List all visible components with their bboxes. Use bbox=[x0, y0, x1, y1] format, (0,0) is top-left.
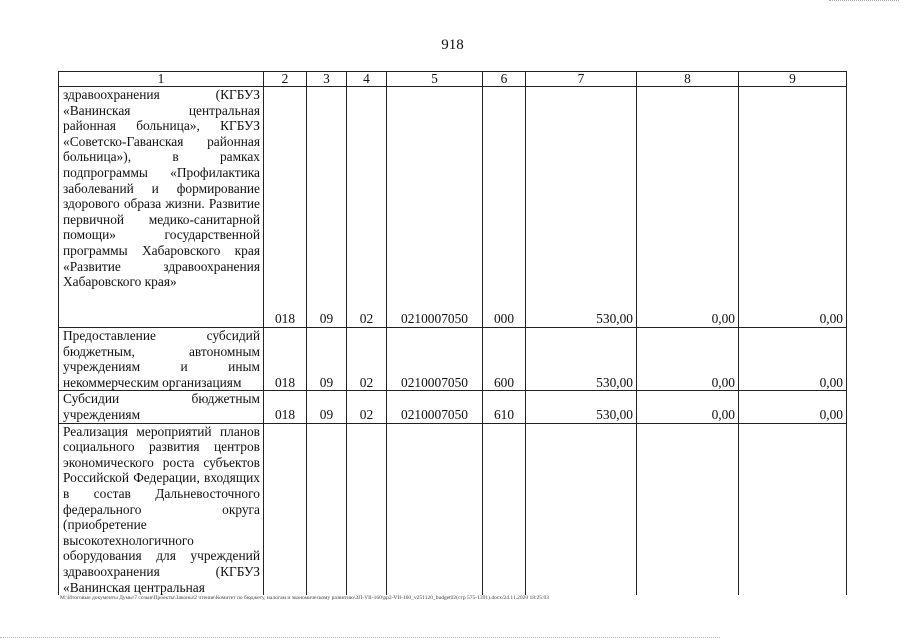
row-description: здравоохранения (КГБУЗ «Ванинская центральная районная больница», КГБУЗ «Советско-Гаванская районная больница»), в рамках подпрограммы «Профилактика заболеваний и формирование здорового образа жизни. Развитие первичной медико-санитарной помощи» государственной программы Хабаровского края «Развитие здравоохранения Хабаровского края» bbox=[59, 87, 264, 328]
expense-type-code: 000 bbox=[483, 87, 526, 328]
target-article-code bbox=[387, 423, 483, 595]
subsection-code: 02 bbox=[347, 87, 387, 328]
expense-type-code: 600 bbox=[483, 328, 526, 391]
target-article-code: 0210007050 bbox=[387, 328, 483, 391]
document-file-path: M:\Итоговые документы Думы\7 созыв\Проекты\Законы\2 чтение\Комитет по бюджету, налогам и экономическому развитию\ЗП-VII-160\pp2-VII-160_v251120_budget02(стр 575-1391).docx/24.11.2020 18:25:03 bbox=[60, 595, 550, 601]
header-cell: 4 bbox=[347, 72, 387, 87]
header-cell: 3 bbox=[307, 72, 347, 87]
header-cell: 1 bbox=[59, 72, 264, 87]
row-description: Субсидии бюджетным учреждениям bbox=[59, 391, 264, 423]
header-cell: 6 bbox=[483, 72, 526, 87]
col9-value: 0,00 bbox=[739, 87, 847, 328]
col8-value: 0,00 bbox=[637, 328, 739, 391]
section-code: 09 bbox=[307, 391, 347, 423]
top-edge-mark bbox=[829, 0, 899, 1]
subsection-code: 02 bbox=[347, 391, 387, 423]
col8-value: 0,00 bbox=[637, 391, 739, 423]
table-row bbox=[59, 391, 847, 423]
page-number: 918 bbox=[441, 37, 464, 53]
header-cell: 9 bbox=[739, 72, 847, 87]
col9-value: 0,00 bbox=[739, 391, 847, 423]
section-code bbox=[307, 423, 347, 595]
expense-type-code: 610 bbox=[483, 391, 526, 423]
amount-value: 530,00 bbox=[526, 87, 637, 328]
ministry-code: 018 bbox=[264, 87, 307, 328]
header-cell: 8 bbox=[637, 72, 739, 87]
ministry-code: 018 bbox=[264, 328, 307, 391]
bottom-edge-mark bbox=[0, 637, 720, 638]
row-description: Предоставление субсидий бюджетным, автономным учреждениям и иным некоммерческим организациям bbox=[59, 328, 264, 391]
amount-value bbox=[526, 423, 637, 595]
header-cell: 5 bbox=[387, 72, 483, 87]
col9-value: 0,00 bbox=[739, 328, 847, 391]
subsection-code: 02 bbox=[347, 328, 387, 391]
ministry-code: 018 bbox=[264, 391, 307, 423]
target-article-code: 0210007050 bbox=[387, 391, 483, 423]
ministry-code bbox=[264, 423, 307, 595]
table-row bbox=[59, 87, 847, 328]
section-code: 09 bbox=[307, 328, 347, 391]
header-cell: 2 bbox=[264, 72, 307, 87]
header-row bbox=[59, 72, 847, 87]
table-row bbox=[59, 423, 847, 595]
table-row bbox=[59, 328, 847, 391]
section-code: 09 bbox=[307, 87, 347, 328]
header-cell: 7 bbox=[526, 72, 637, 87]
target-article-code: 0210007050 bbox=[387, 87, 483, 328]
col8-value bbox=[637, 423, 739, 595]
amount-value: 530,00 bbox=[526, 391, 637, 423]
amount-value: 530,00 bbox=[526, 328, 637, 391]
subsection-code bbox=[347, 423, 387, 595]
col8-value: 0,00 bbox=[637, 87, 739, 328]
budget-table bbox=[58, 71, 847, 595]
expense-type-code bbox=[483, 423, 526, 595]
col9-value bbox=[739, 423, 847, 595]
row-description: Реализация мероприятий планов социального развития центров экономического роста субъектов Российской Федерации, входящих в состав Дальневосточного федерального округа (приобретение высокотехнологичного оборудования для учреждений здравоохранения (КГБУЗ «Ванинская центральная bbox=[59, 423, 264, 595]
